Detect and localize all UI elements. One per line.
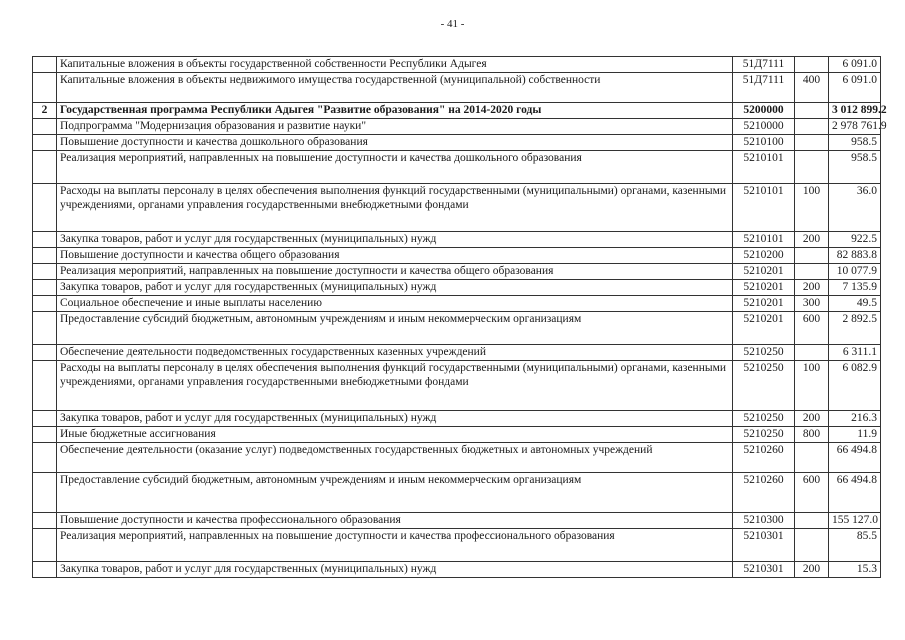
row-target-code-cell: 5210250 [733,361,795,411]
budget-table [32,56,887,578]
row-name-cell: Государственная программа Республики Адыгея "Развитие образования" на 2014-2020 годы [57,103,733,119]
row-number-cell [33,264,57,280]
row-number-cell [33,562,57,578]
table-row [33,296,881,312]
row-number-cell [33,184,57,232]
row-expense-type-cell [795,57,829,73]
row-target-code-cell: 5210201 [733,280,795,296]
row-amount-cell: 6 082.9 [829,361,881,411]
row-number-cell [33,411,57,427]
row-name-cell: Закупка товаров, работ и услуг для государственных (муниципальных) нужд [57,411,733,427]
row-name-cell: Расходы на выплаты персоналу в целях обеспечения выполнения функций государственными (муниципальными) органами, казенными учреждениями, органами управления государственными внебюджетными фондами [57,184,733,232]
row-expense-type-cell [795,135,829,151]
table-row [33,312,881,345]
row-number-cell [33,473,57,513]
row-name-cell: Обеспечение деятельности подведомственных государственных казенных учреждений [57,345,733,361]
row-target-code-cell: 5210000 [733,119,795,135]
table-row [33,443,881,473]
row-amount-cell: 3 012 899.2 [829,103,881,119]
table-row [33,427,881,443]
row-name-cell: Иные бюджетные ассигнования [57,427,733,443]
row-expense-type-cell: 200 [795,411,829,427]
row-target-code-cell: 51Д7111 [733,73,795,103]
row-name-cell: Подпрограмма "Модернизация образования и развитие науки" [57,119,733,135]
table-row [33,232,881,248]
table-row [33,57,881,73]
table-row [33,562,881,578]
row-expense-type-cell [795,529,829,562]
row-expense-type-cell [795,248,829,264]
row-amount-cell: 10 077.9 [829,264,881,280]
row-number-cell [33,232,57,248]
row-name-cell: Предоставление субсидий бюджетным, автономным учреждениям и иным некоммерческим организациям [57,312,733,345]
row-amount-cell: 36.0 [829,184,881,232]
table-row [33,280,881,296]
table-row [33,361,881,411]
row-amount-cell: 2 892.5 [829,312,881,345]
row-amount-cell: 82 883.8 [829,248,881,264]
row-expense-type-cell: 200 [795,232,829,248]
row-number-cell [33,443,57,473]
row-name-cell: Закупка товаров, работ и услуг для государственных (муниципальных) нужд [57,232,733,248]
row-amount-cell: 155 127.0 [829,513,881,529]
row-number-cell [33,529,57,562]
row-amount-cell: 7 135.9 [829,280,881,296]
table-row [33,103,881,119]
table-row [33,513,881,529]
row-expense-type-cell: 300 [795,296,829,312]
row-expense-type-cell: 800 [795,427,829,443]
row-target-code-cell: 5210100 [733,135,795,151]
row-name-cell: Повышение доступности и качества профессионального образования [57,513,733,529]
row-number-cell [33,151,57,184]
row-name-cell: Социальное обеспечение и иные выплаты населению [57,296,733,312]
row-amount-cell: 216.3 [829,411,881,427]
row-name-cell: Предоставление субсидий бюджетным, автономным учреждениям и иным некоммерческим организациям [57,473,733,513]
row-amount-cell: 958.5 [829,151,881,184]
row-expense-type-cell: 100 [795,184,829,232]
row-name-cell: Капитальные вложения в объекты недвижимого имущества государственной (муниципальной) собственности [57,73,733,103]
row-number-cell [33,73,57,103]
table-row [33,184,881,232]
row-number-cell [33,135,57,151]
row-number-cell [33,312,57,345]
row-target-code-cell: 5210101 [733,184,795,232]
row-number-cell [33,57,57,73]
row-expense-type-cell: 200 [795,562,829,578]
row-amount-cell: 66 494.8 [829,473,881,513]
row-target-code-cell: 5210260 [733,443,795,473]
row-name-cell: Обеспечение деятельности (оказание услуг) подведомственных государственных бюджетных и автономных учреждений [57,443,733,473]
row-target-code-cell: 5210300 [733,513,795,529]
row-amount-cell: 6 311.1 [829,345,881,361]
row-number-cell [33,280,57,296]
row-amount-cell: 15.3 [829,562,881,578]
row-expense-type-cell: 200 [795,280,829,296]
row-expense-type-cell [795,151,829,184]
row-target-code-cell: 5210200 [733,248,795,264]
row-target-code-cell: 5210201 [733,296,795,312]
row-expense-type-cell [795,443,829,473]
row-amount-cell: 66 494.8 [829,443,881,473]
row-target-code-cell: 5210250 [733,427,795,443]
row-number-cell [33,119,57,135]
table-row [33,529,881,562]
row-amount-cell: 6 091.0 [829,57,881,73]
row-name-cell: Закупка товаров, работ и услуг для государственных (муниципальных) нужд [57,562,733,578]
row-expense-type-cell [795,103,829,119]
row-target-code-cell: 5210301 [733,562,795,578]
row-target-code-cell: 5210250 [733,411,795,427]
table-row [33,119,881,135]
row-number-cell [33,513,57,529]
table-row [33,73,881,103]
table-row [33,473,881,513]
budget-table-body [33,57,887,578]
row-number-cell [33,296,57,312]
row-expense-type-cell: 600 [795,312,829,345]
row-amount-cell: 85.5 [829,529,881,562]
row-amount-cell: 11.9 [829,427,881,443]
row-target-code-cell: 5210250 [733,345,795,361]
row-target-code-cell: 5210101 [733,151,795,184]
table-row [33,135,881,151]
row-name-cell: Реализация мероприятий, направленных на повышение доступности и качества дошкольного образования [57,151,733,184]
row-number-cell [33,345,57,361]
row-number-cell [33,361,57,411]
row-number-cell [33,248,57,264]
row-name-cell: Реализация мероприятий, направленных на повышение доступности и качества общего образования [57,264,733,280]
row-name-cell: Повышение доступности и качества дошкольного образования [57,135,733,151]
row-amount-cell: 6 091.0 [829,73,881,103]
row-expense-type-cell [795,513,829,529]
row-expense-type-cell [795,119,829,135]
row-target-code-cell: 51Д7111 [733,57,795,73]
page-number: - 41 - [440,18,465,30]
table-row [33,248,881,264]
row-name-cell: Капитальные вложения в объекты государственной собственности Республики Адыгея [57,57,733,73]
table-row [33,151,881,184]
table-row [33,411,881,427]
row-target-code-cell: 5210201 [733,312,795,345]
row-number-cell: 2 [33,103,57,119]
row-target-code-cell: 5210301 [733,529,795,562]
row-expense-type-cell: 400 [795,73,829,103]
row-amount-cell: 2 978 761.9 [829,119,881,135]
row-target-code-cell: 5210101 [733,232,795,248]
row-expense-type-cell [795,345,829,361]
row-expense-type-cell: 600 [795,473,829,513]
row-name-cell: Повышение доступности и качества общего образования [57,248,733,264]
row-expense-type-cell: 100 [795,361,829,411]
table-row [33,345,881,361]
row-expense-type-cell [795,264,829,280]
row-target-code-cell: 5210260 [733,473,795,513]
row-target-code-cell: 5200000 [733,103,795,119]
row-name-cell: Закупка товаров, работ и услуг для государственных (муниципальных) нужд [57,280,733,296]
row-amount-cell: 922.5 [829,232,881,248]
row-number-cell [33,427,57,443]
row-amount-cell: 958.5 [829,135,881,151]
row-name-cell: Расходы на выплаты персоналу в целях обеспечения выполнения функций государственными (муниципальными) органами, казенными учреждениями, органами управления государственными внебюджетными фондами [57,361,733,411]
row-target-code-cell: 5210201 [733,264,795,280]
table-row [33,264,881,280]
row-name-cell: Реализация мероприятий, направленных на повышение доступности и качества профессионального образования [57,529,733,562]
row-amount-cell: 49.5 [829,296,881,312]
